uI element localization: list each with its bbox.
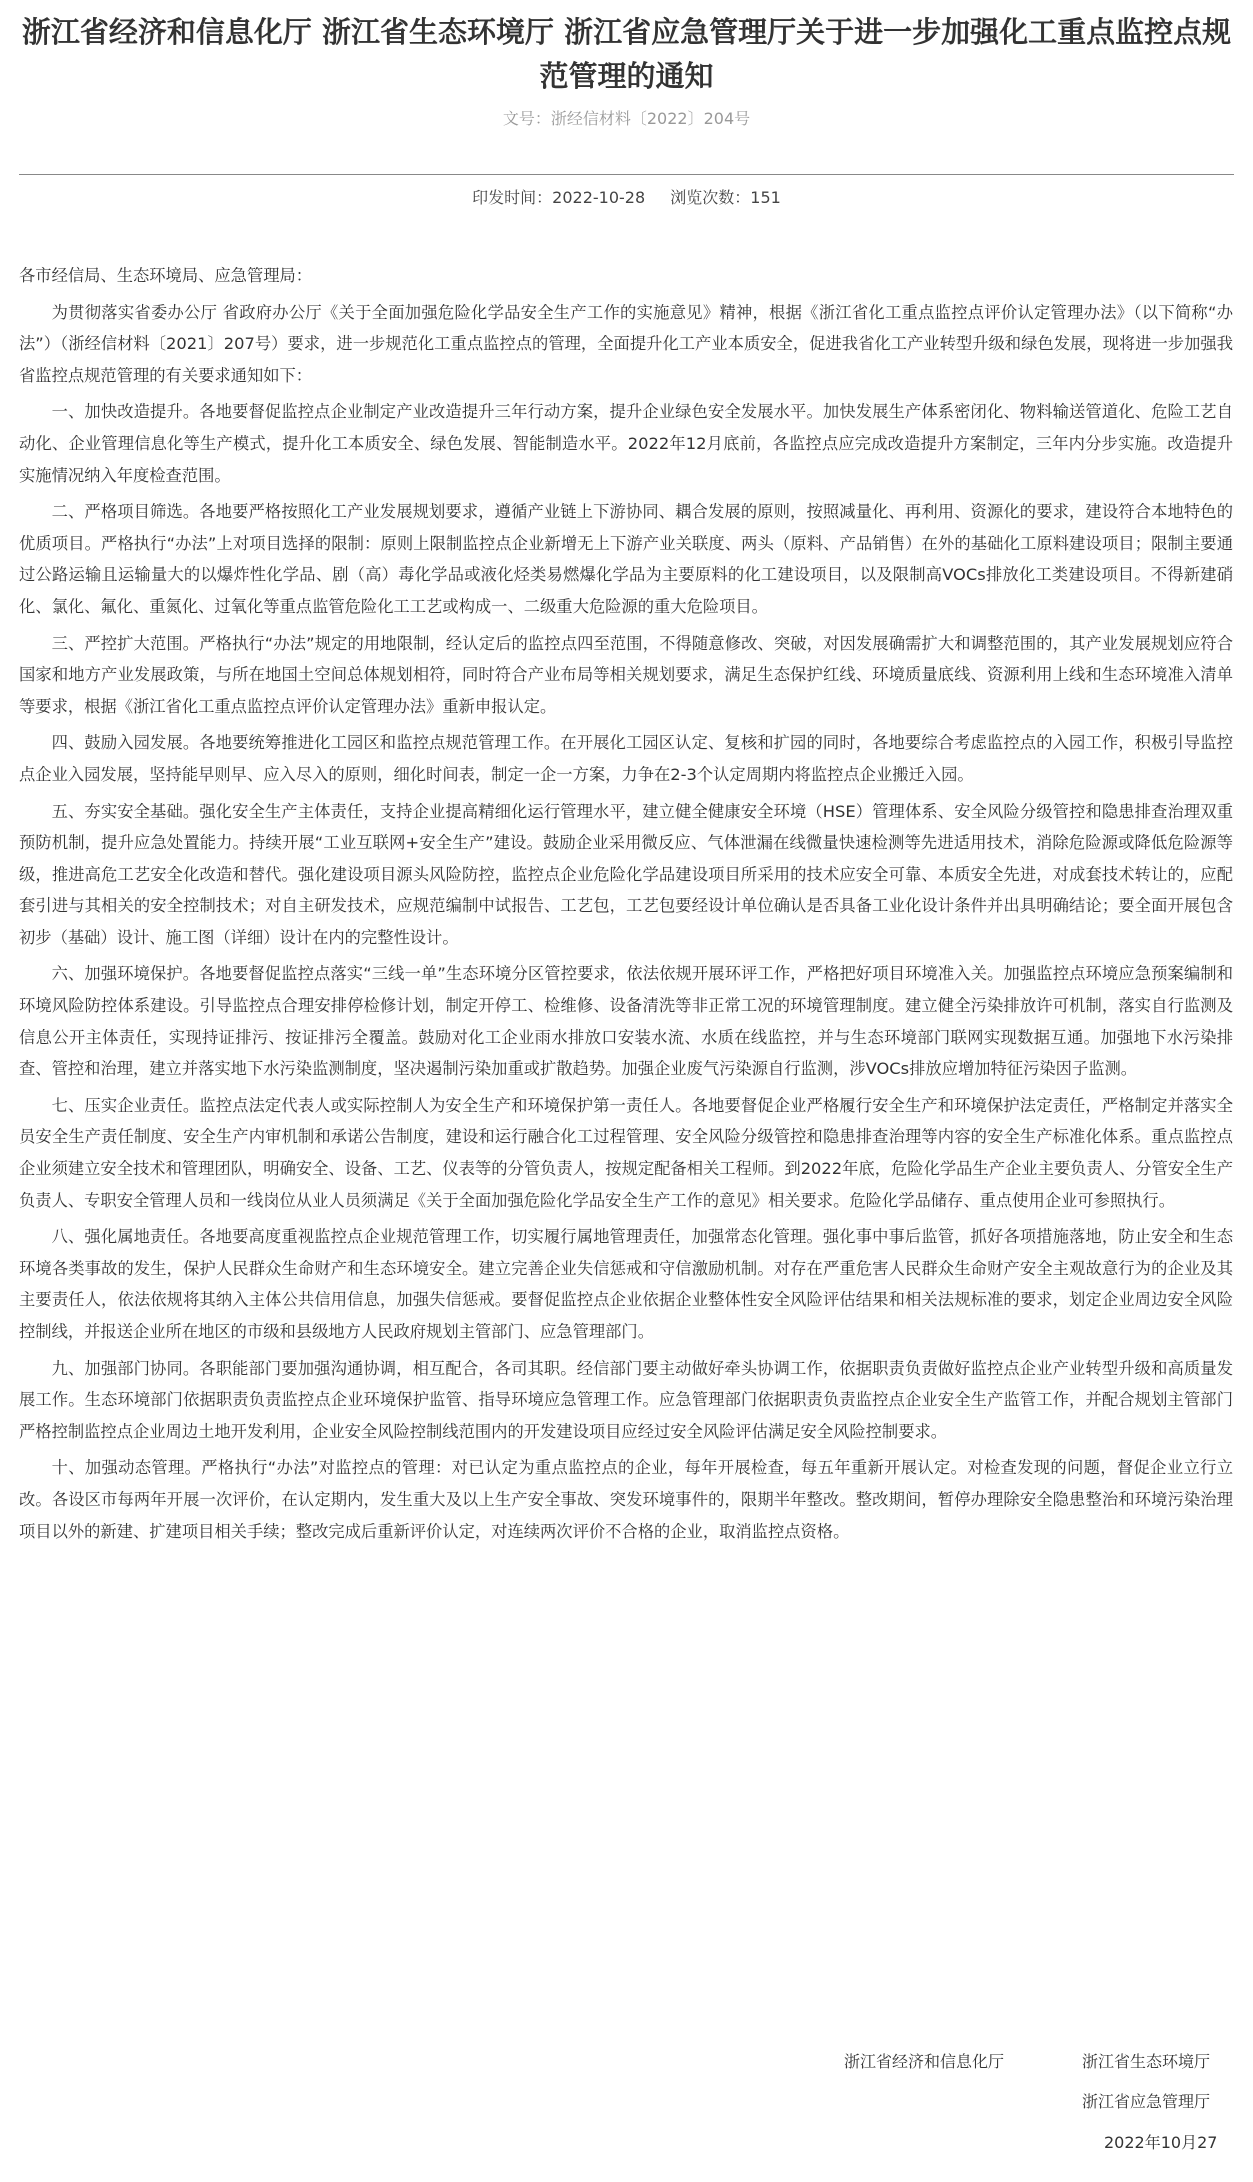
section-paragraph: 二、严格项目筛选。各地要严格按照化工产业发展规划要求，遵循产业链上下游协同、耦合发展的原则，按照减量化、再利用、资源化的要求，建设符合本地特色的优质项目。严格执行“办法”上对项目选择的限制：原则上限制监控点企业新增无上下游产业关联度、两头（原料、产品销售）在外的基础化工原料建设项目；限制主要通过公路运输且运输量大的以爆炸性化学品、剧（高）毒化学品或液化烃类易燃爆化学品为主要原料的化工建设项目，以及限制高VOCs排放化工类建设项目。不得新建硝化、氯化、氟化、重氮化、过氧化等重点监管危险化工工艺或构成一、二级重大危险源的重大危险项目。	[19, 502, 1233, 616]
section-paragraph: 十、加强动态管理。严格执行“办法”对监控点的管理：对已认定为重点监控点的企业，每年开展检查，每五年重新开展认定。对检查发现的问题，督促企业立行立改。各设区市每两年开展一次评价，在认定期内，发生重大及以上生产安全事故、突发环境事件的，限期半年整改。整改期间，暂停办理除安全隐患整治和环境污染治理项目以外的新建、扩建项目相关手续；整改完成后重新评价认定，对连续两次评价不合格的企业，取消监控点资格。	[19, 1458, 1233, 1541]
section-paragraph: 三、严控扩大范围。严格执行“办法”规定的用地限制，经认定后的监控点四至范围，不得随意修改、突破，对因发展确需扩大和调整范围的，其产业发展规划应符合国家和地方产业发展政策，与所在地国土空间总体规划相符，同时符合产业布局等相关规划要求，满足生态保护红线、环境质量底线、资源利用上线和生态环境准入清单等要求，根据《浙江省化工重点监控点评价认定管理办法》重新申报认定。	[19, 633, 1233, 716]
section-paragraph: 四、鼓励入园发展。各地要统筹推进化工园区和监控点规范管理工作。在开展化工园区认定、复核和扩园的同时，各地要综合考虑监控点的入园工作，积极引导监控点企业入园发展，坚持能早则早、应入尽入的原则，细化时间表，制定一企一方案，力争在2-3个认定周期内将监控点企业搬迁入园。	[19, 733, 1233, 784]
article-body	[19, 260, 1233, 1552]
title-divider	[19, 174, 1234, 175]
article-meta	[0, 186, 1253, 210]
document-number: 文号：浙经信材料〔2022〕204号	[502, 109, 751, 128]
signature-block	[0, 2050, 1253, 2180]
signature-economy-dept: 浙江省经济和信息化厅	[844, 2052, 1005, 2071]
intro-paragraph: 为贯彻落实省委办公厅 省政府办公厅《关于全面加强危险化学品安全生产工作的实施意见》精神，根据《浙江省化工重点监控点评价认定管理办法》（以下简称“办法”）（浙经信材料〔2021〕207号）要求，进一步规范化工重点监控点的管理，全面提升化工产业本质安全，促进我省化工产业转型升级和绿色发展，现将进一步加强我省监控点规范管理的有关要求通知如下：	[19, 302, 1233, 385]
section-paragraph: 六、加强环境保护。各地要督促监控点落实“三线一单”生态环境分区管控要求，依法依规开展环评工作，严格把好项目环境准入关。加强监控点环境应急预案编制和环境风险防控体系建设。引导监控点合理安排停检修计划，制定开停工、检维修、设备清洗等非正常工况的环境管理制度。建立健全污染排放许可机制，落实自行监测及信息公开主体责任，实现持证排污、按证排污全覆盖。鼓励对化工企业雨水排放口安装水流、水质在线监控，并与生态环境部门联网实现数据互通。加强地下水污染排查、管控和治理，建立并落实地下水污染监测制度，坚决遏制污染加重或扩散趋势。加强企业废气污染源自行监测，涉VOCs排放应增加特征污染因子监测。	[19, 964, 1233, 1079]
section-paragraph: 五、夯实安全基础。强化安全生产主体责任，支持企业提高精细化运行管理水平，建立健全健康安全环境（HSE）管理体系、安全风险分级管控和隐患排查治理双重预防机制，提升应急处置能力。持续开展“工业互联网+安全生产”建设。鼓励企业采用微反应、气体泄漏在线微量快速检测等先进适用技术，消除危险源或降低危险源等级，推进高危工艺安全化改造和替代。强化建设项目源头风险防控，监控点企业危险化学品建设项目所采用的技术应安全可靠、本质安全先进，对成套技术转让的，应配套引进与其相关的安全控制技术；对自主研发技术，应规范编制中试报告、工艺包，工艺包要经设计单位确认是否具备工业化设计条件并出具明确结论；要全面开展包含初步（基础）设计、施工图（详细）设计在内的完整性设计。	[19, 801, 1233, 947]
section-paragraph: 八、强化属地责任。各地要高度重视监控点企业规范管理工作，切实履行属地管理责任，加强常态化管理。强化事中事后监管，抓好各项措施落地，防止安全和生态环境各类事故的发生，保护人民群众生命财产和生态环境安全。建立完善企业失信惩戒和守信激励机制。对存在严重危害人民群众生命财产安全主观故意行为的企业及其主要责任人，依法依规将其纳入主体公共信用信息，加强失信惩戒。要督促监控点企业依据企业整体性安全风险评估结果和相关法规标准的要求，划定企业周边安全风险控制线，并报送企业所在地区的市级和县级地方人民政府规划主管部门、应急管理部门。	[19, 1227, 1233, 1341]
section-paragraph: 七、压实企业责任。监控点法定代表人或实际控制人为安全生产和环境保护第一责任人。各地要督促企业严格履行安全生产和环境保护法定责任，严格制定并落实全员安全生产责任制度、安全生产内审机制和承诺公告制度，建设和运行融合化工过程管理、安全风险分级管控和隐患排查治理等内容的安全生产标准化体系。重点监控点企业须建立安全技术和管理团队，明确安全、设备、工艺、仪表等的分管负责人，按规定配备相关工程师。到2022年底，危险化学品生产企业主要负责人、分管安全生产负责人、专职安全管理人员和一线岗位从业人员须满足《关于全面加强危险化学品安全生产工作的意见》相关要求。危险化学品储存、重点使用企业可参照执行。	[19, 1095, 1233, 1210]
signature-emergency-dept: 浙江省应急管理厅	[1082, 2092, 1211, 2111]
view-count: 浏览次数：151	[670, 188, 781, 207]
section-paragraph: 一、加快改造提升。各地要督促监控点企业制定产业改造提升三年行动方案，提升企业绿色安全发展水平。加快发展生产体系密闭化、物料输送管道化、危险工艺自动化、企业管理信息化等生产模式，提升化工本质安全、绿色发展、智能制造水平。2022年12月底前，各监控点应完成改造提升方案制定，三年内分步实施。改造提升实施情况纳入年度检查范围。	[19, 402, 1233, 485]
signature-environment-dept: 浙江省生态环境厅	[1082, 2052, 1211, 2071]
salutation: 各市经信局、生态环境局、应急管理局：	[19, 266, 313, 285]
print-time: 印发时间：2022-10-28	[472, 188, 646, 207]
section-paragraph: 九、加强部门协同。各职能部门要加强沟通协调，相互配合，各司其职。经信部门要主动做好牵头协调工作，依据职责负责做好监控点企业产业转型升级和高质量发展工作。生态环境部门依据职责负责监控点企业环境保护监管、指导环境应急管理工作。应急管理部门依据职责负责监控点企业安全生产监管工作，并配合规划主管部门严格控制监控点企业周边土地开发利用，企业安全风险控制线范围内的开发建设项目应经过安全风险评估满足安全风险控制要求。	[19, 1358, 1233, 1441]
article-title: 浙江省经济和信息化厅 浙江省生态环境厅 浙江省应急管理厅关于进一步加强化工重点监控点规范管理的通知	[21, 15, 1232, 93]
signature-date: 2022年10月27	[1104, 2133, 1218, 2152]
